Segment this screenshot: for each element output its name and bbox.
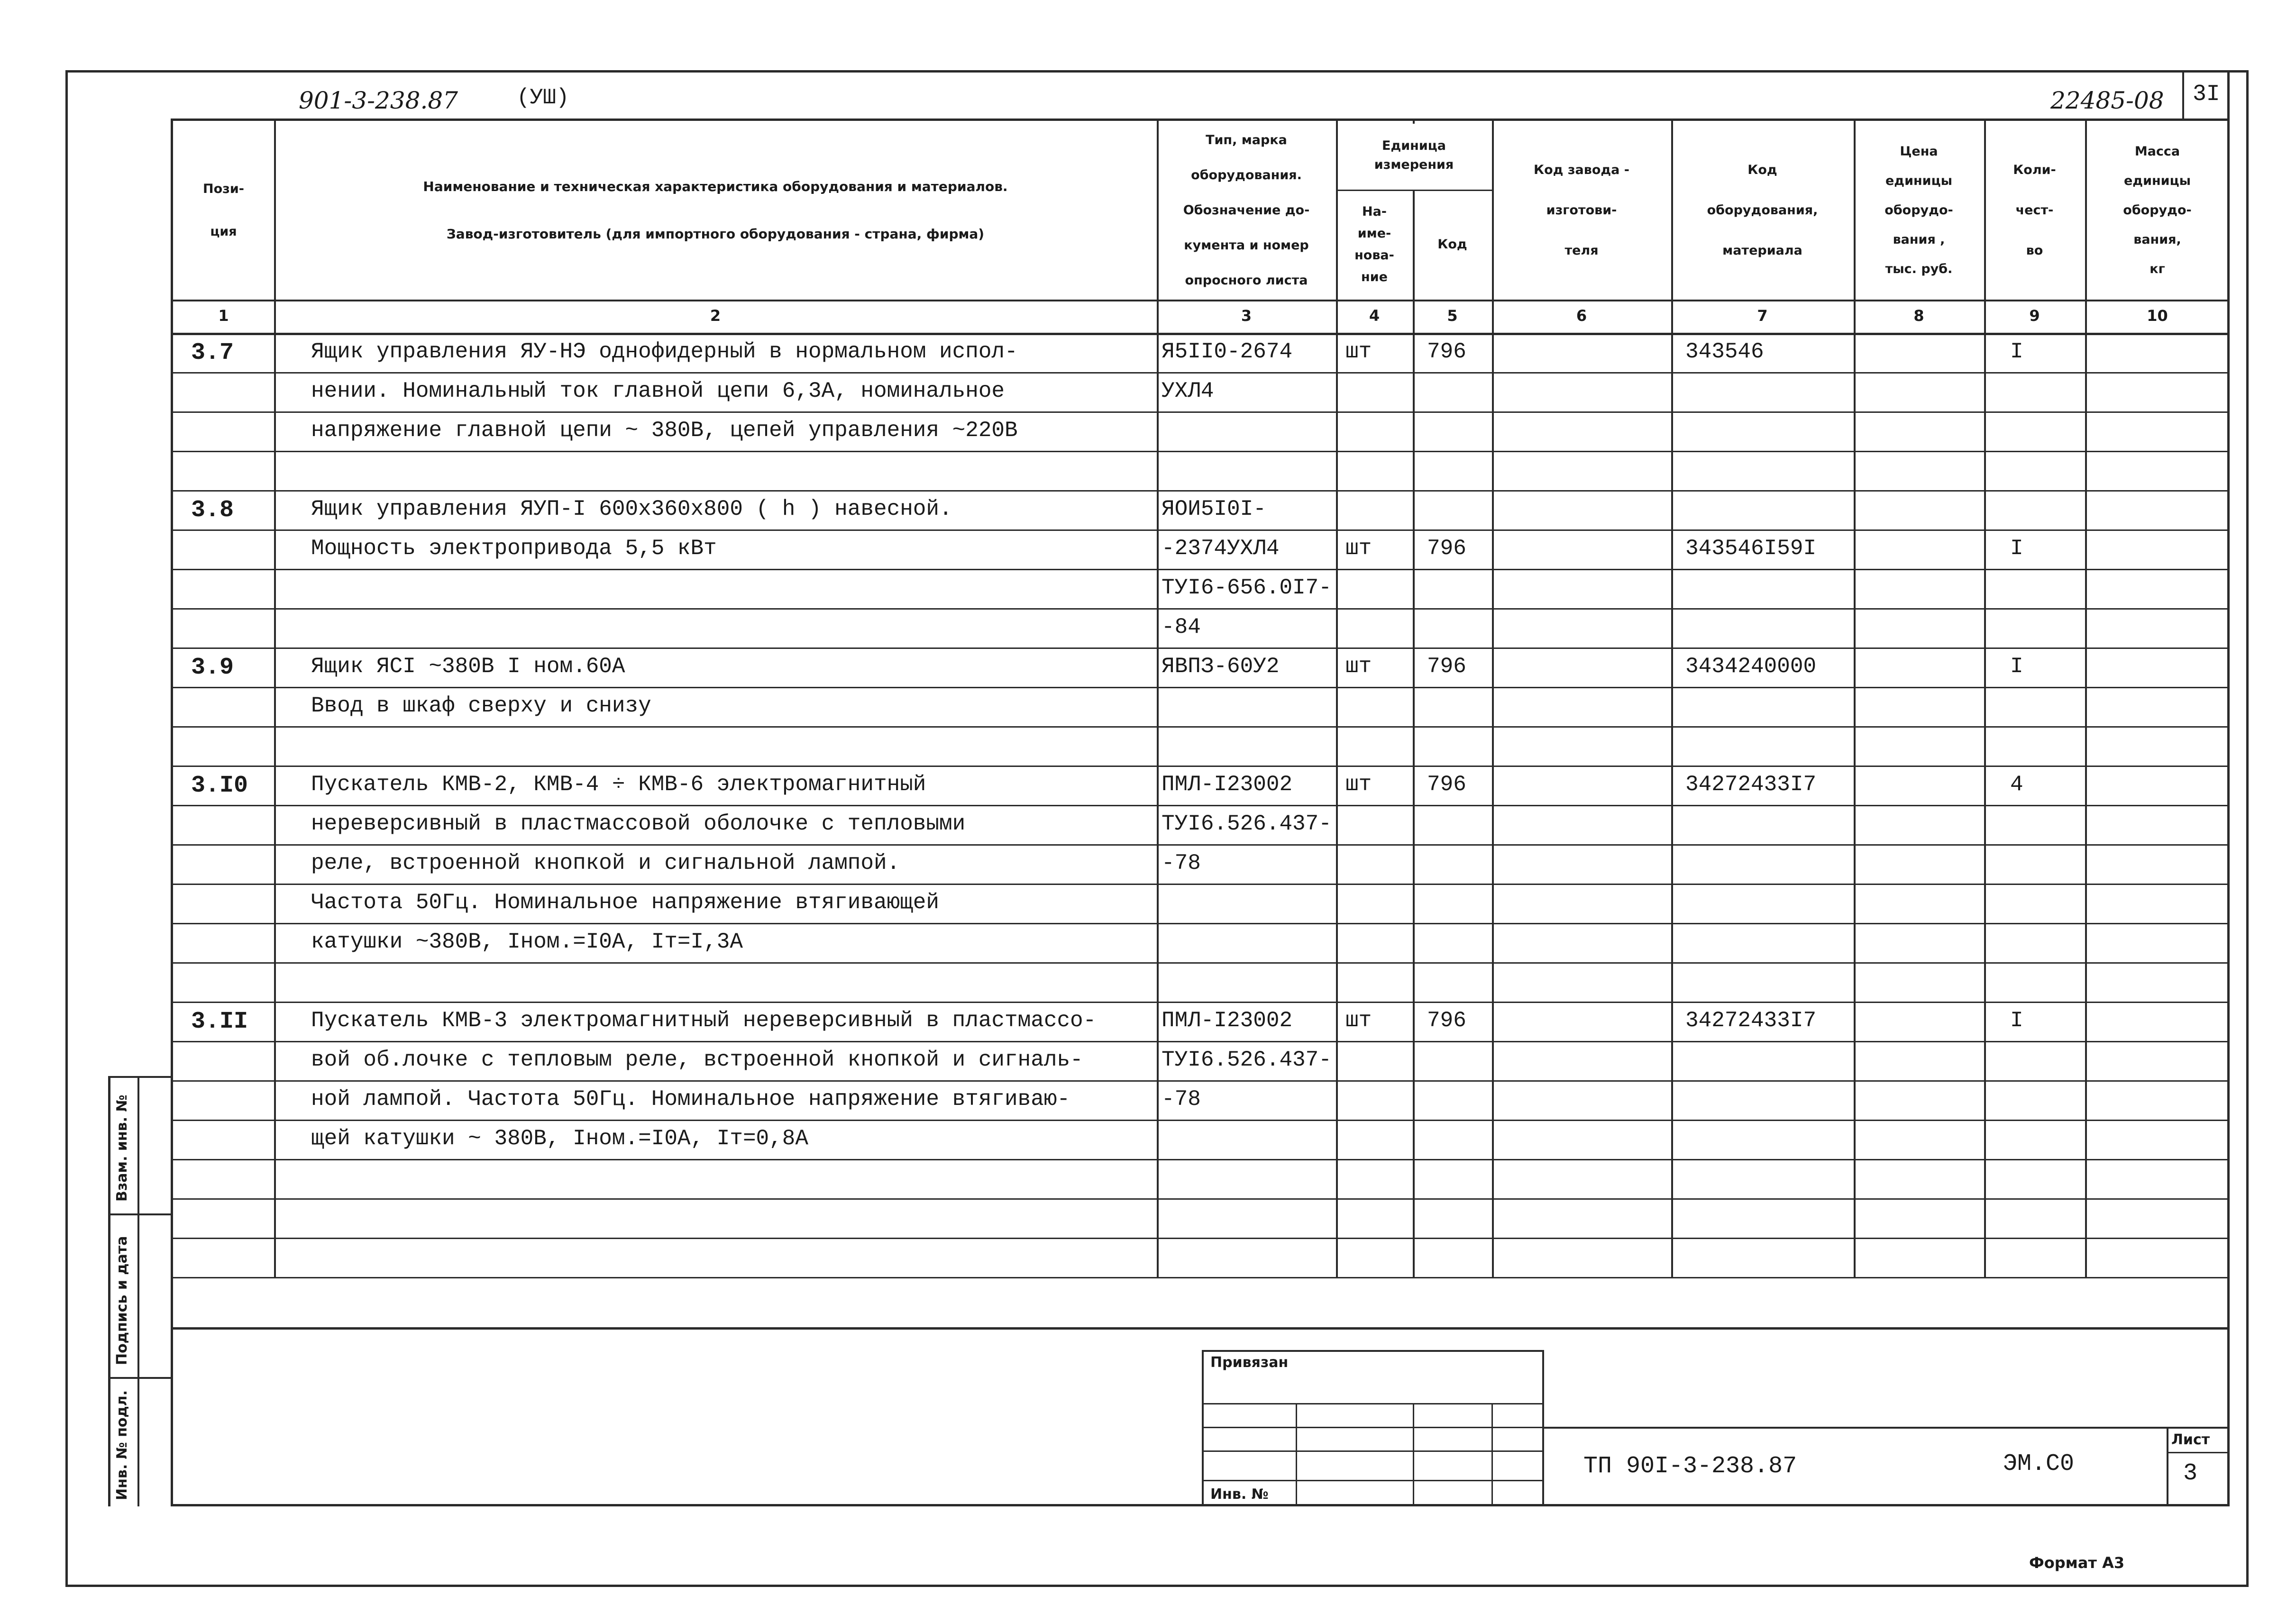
type-cell: -78 [1162,1087,1201,1112]
name-cell: Ввод в шкаф сверху и снизу [311,693,651,718]
header-price-line: единицы [1885,173,1953,188]
header-unit-name-line: На- [1362,204,1387,219]
paper-format: Формат А3 [2029,1554,2125,1572]
name-cell: ной лампой. Частота 50Гц. Номинальное напряжение втягиваю- [311,1087,1070,1112]
table-row [173,726,2230,766]
header-factory-code-line: изготови- [1546,203,1617,218]
position-cell: 3.9 [191,654,234,681]
header-equipment-code-line: Код [1747,163,1777,177]
header-unit-name-line: ние [1361,270,1388,284]
header-unit-name-line: нова- [1354,248,1394,263]
position-cell: 3.I0 [191,772,248,799]
name-cell: реле, встроенной кнопкой и сигнальной лампой. [311,851,900,875]
header-type [1157,121,1336,300]
document-code: ТП 90I-3-238.87 [1583,1453,1797,1480]
header-factory-code [1492,121,1671,300]
privyazan-label: Привязан [1210,1354,1289,1371]
type-cell: -2374УХЛ4 [1162,536,1280,561]
position-cell: 3.7 [191,339,234,366]
quantity-cell: I [2010,536,2023,561]
column-number: 3 [1241,307,1252,325]
table-row [173,451,2230,490]
header-equipment-code-line: оборудования, [1707,203,1818,218]
equipment-code-cell: 3434240000 [1685,654,1817,679]
name-cell: нении. Номинальный ток главной цепи 6,3А, номинальное [311,379,1005,403]
position-cell: 3.II [191,1008,248,1035]
name-cell: Ящик ЯСI ~380В I ном.60А [311,654,625,679]
type-cell: ПМЛ-I23002 [1162,772,1293,797]
album-number: (УШ) [517,85,569,110]
column-number: 4 [1369,307,1380,325]
sheet-number: 3 [2183,1460,2198,1487]
name-cell: вой об.лочке с тепловым реле, встроенной кнопкой и сигналь- [311,1048,1083,1072]
unit-code-cell: 796 [1427,536,1466,561]
header-unit-name-line: име- [1357,226,1391,241]
unit-code-cell: 796 [1427,654,1466,679]
name-cell: Ящик управления ЯУ-НЭ однофидерный в нормальном испол- [311,339,1018,364]
name-cell: катушки ~380В, Iном.=I0А, Iт=I,3А [311,930,743,954]
name-cell: напряжение главной цепи ~ 380В, цепей управления ~220В [311,418,1018,443]
side-stamp-podpis: Подпись и дата [114,1236,130,1365]
header-unit-code-line: Код [1437,237,1467,252]
type-cell: ПМЛ-I23002 [1162,1008,1293,1033]
document-mark: ЭМ.С0 [2003,1450,2075,1477]
header-factory-code-line: Код завода - [1534,163,1629,177]
drawing-code-top-left: 901-3-238.87 [299,87,458,114]
header-mass-line: вания, [2133,232,2181,247]
unit-cell: шт [1345,772,1372,797]
header-position-line: ция [210,224,237,239]
name-cell: Мощность электропривода 5,5 кВт [311,536,717,561]
table-row [173,608,2230,647]
type-cell: УХЛ4 [1162,379,1214,403]
unit-code-cell: 796 [1427,339,1466,364]
name-cell: нереверсивный в пластмассовой оболочке с тепловыми [311,812,966,836]
column-number: 7 [1757,307,1768,325]
unit-code-cell: 796 [1427,772,1466,797]
sheet-label: Лист [2171,1432,2210,1448]
unit-cell: шт [1345,536,1372,561]
header-unit-line: Единица [1382,138,1446,153]
header-mass-line: кг [2150,261,2165,276]
header-mass-line: единицы [2123,173,2191,188]
column-number: 9 [2029,307,2040,325]
header-mass [2085,121,2230,300]
position-cell: 3.8 [191,497,234,524]
unit-cell: шт [1345,339,1372,364]
header-price-line: тыс. руб. [1885,261,1953,276]
type-cell: ЯВПЗ-60У2 [1162,654,1280,679]
type-cell: ТУI6-656.0I7- [1162,575,1332,600]
inv-no-label: Инв. № [1210,1486,1269,1503]
quantity-cell: 4 [2010,772,2023,797]
type-cell: -78 [1162,851,1201,875]
type-cell: ЯОИ5I0I- [1162,497,1266,521]
equipment-code-cell: 343546I59I [1685,536,1817,561]
header-quantity-line: во [2026,243,2043,258]
name-cell: Пускатель КМВ-3 электромагнитный нереверсивный в пластмассо- [311,1008,1097,1033]
header-name [274,121,1157,300]
header-name-line: Завод-изготовитель (для импортного оборудования - страна, фирма) [446,226,985,242]
unit-cell: шт [1345,654,1372,679]
column-number: 1 [218,307,229,325]
side-stamp-inv-podl: Инв. № подл. [114,1390,130,1500]
equipment-code-cell: 34272433I7 [1685,1008,1817,1033]
type-cell: Я5II0-2674 [1162,339,1293,364]
name-cell: щей катушки ~ 380В, Iном.=I0А, Iт=0,8А [311,1126,808,1151]
unit-cell: шт [1345,1008,1372,1033]
header-quantity-line: Коли- [2013,163,2056,177]
header-unit-line: измерения [1374,157,1454,172]
header-equipment-code [1671,121,1854,300]
header-type-line: оборудования. [1191,167,1302,182]
header-type-line: опросного листа [1185,273,1308,288]
quantity-cell: I [2010,1008,2023,1033]
column-number: 2 [710,307,721,325]
type-cell: ТУI6.526.437- [1162,1048,1332,1072]
quantity-cell: I [2010,339,2023,364]
column-number: 6 [1576,307,1587,325]
header-position-line: Пози- [203,181,244,196]
name-cell: Частота 50Гц. Номинальное напряжение втягивающей [311,890,940,915]
side-stamp-vzam: Взам. инв. № [114,1094,130,1202]
sheet-corner-number: 3I [2193,82,2220,107]
header-position [173,121,274,300]
header-unit [1336,121,1492,190]
header-factory-code-line: теля [1564,243,1599,258]
drawing-code-top-right: 22485-08 [2050,87,2164,114]
header-price-line: вания , [1893,232,1945,247]
header-type-line: Тип, марка [1206,132,1287,147]
column-number: 10 [2147,307,2168,325]
header-unit-name [1336,190,1413,300]
quantity-cell: I [2010,654,2023,679]
type-cell: ТУI6.526.437- [1162,812,1332,836]
name-cell: Пускатель КМВ-2, КМВ-4 ÷ КМВ-6 электромагнитный [311,772,926,797]
table-row [173,962,2230,1002]
header-price [1854,121,1984,300]
equipment-code-cell: 34272433I7 [1685,772,1817,797]
header-name-line: Наименование и техническая характеристика оборудования и материалов. [423,178,1008,194]
header-quantity [1984,121,2085,300]
header-equipment-code-line: материала [1722,243,1802,258]
column-number: 5 [1447,307,1458,325]
column-number: 8 [1913,307,1924,325]
header-unit-code [1413,190,1492,300]
header-price-line: оборудо- [1884,202,1953,218]
header-mass-line: Масса [2134,144,2180,159]
header-quantity-line: чест- [2015,203,2054,218]
header-type-line: кумента и номер [1184,237,1309,253]
equipment-code-cell: 343546 [1685,339,1764,364]
header-mass-line: оборудо- [2123,202,2192,218]
header-type-line: Обозначение до- [1183,202,1310,218]
unit-code-cell: 796 [1427,1008,1466,1033]
name-cell: Ящик управления ЯУП-I 600х360х800 ( h ) навесной. [311,497,952,521]
header-price-line: Цена [1900,144,1938,159]
type-cell: -84 [1162,615,1201,639]
